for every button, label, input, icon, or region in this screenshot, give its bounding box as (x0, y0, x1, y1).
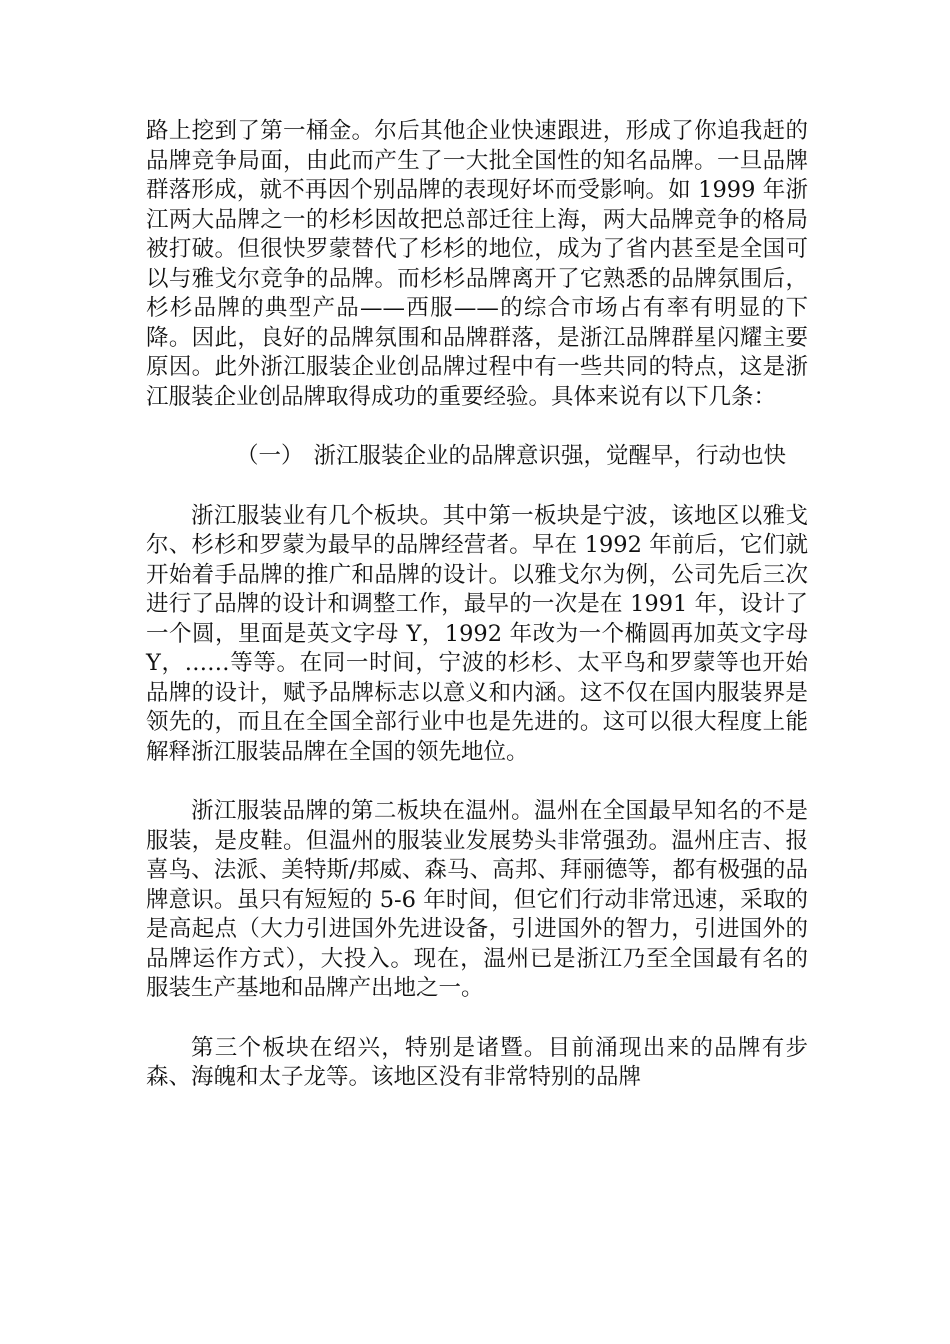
paragraph-shaoxing: 第三个板块在绍兴，特别是诸暨。目前涌现出来的品牌有步森、海魄和太子龙等。该地区没有非常特别的品牌 (146, 1034, 808, 1090)
paragraph-wenzhou: 浙江服装品牌的第二板块在温州。温州在全国最早知名的不是服装，是皮鞋。但温州的服装业发展势头非常强劲。温州庄吉、报喜鸟、法派、美特斯/邦威、森马、高邦、拜丽德等，都有极强的品牌意识。虽只有短短的 5-6 年时间，但它们行动非常迅速，采取的是高起点（大力引进国外先进设备，引进国外的智力，引进国外的品牌运作方式），大投入。现在，温州已是浙江乃至全国最有名的服装生产基地和品牌产出地之一。 (146, 798, 808, 1001)
paragraph-ningbo: 浙江服装业有几个板块。其中第一板块是宁波，该地区以雅戈尔、杉杉和罗蒙为最早的品牌经营者。早在 1992 年前后，它们就开始着手品牌的推广和品牌的设计。以雅戈尔为例，公司先后三次进行了品牌的设计和调整工作，最早的一次是在 1991 年，设计了一个圆，里面是英文字母 Y，1992 年改为一个椭圆再加英文字母 Y，……等等。在同一时间，宁波的杉杉、太平鸟和罗蒙等也开始品牌的设计，赋予品牌标志以意义和内涵。这不仅在国内服装界是领先的，而且在全国全部行业中也是先进的。这可以很大程度上能解释浙江服装品牌在全国的领先地位。 (146, 502, 808, 765)
document-page (146, 117, 808, 1093)
section-number: （一） (236, 443, 304, 469)
section-heading (146, 442, 808, 472)
paragraph-continuation: 路上挖到了第一桶金。尔后其他企业快速跟进，形成了你追我赶的品牌竞争局面，由此而产生了一大批全国性的知名品牌。一旦品牌群落形成，就不再因个别品牌的表现好坏而受影响。如 1999 年浙江两大品牌之一的杉杉因故把总部迁往上海，两大品牌竞争的格局被打破。但很快罗蒙替代了杉杉的地位，成为了省内甚至是全国可以与雅戈尔竞争的品牌。而杉杉品牌离开了它熟悉的品牌氛围后，杉杉品牌的典型产品——西服——的综合市场占有率有明显的下降。因此，良好的品牌氛围和品牌群落，是浙江品牌群星闪耀主要原因。此外浙江服装企业创品牌过程中有一些共同的特点，这是浙江服装企业创品牌取得成功的重要经验。具体来说有以下几条： (146, 118, 808, 410)
section-title: 浙江服装企业的品牌意识强，觉醒早，行动也快 (313, 443, 787, 469)
